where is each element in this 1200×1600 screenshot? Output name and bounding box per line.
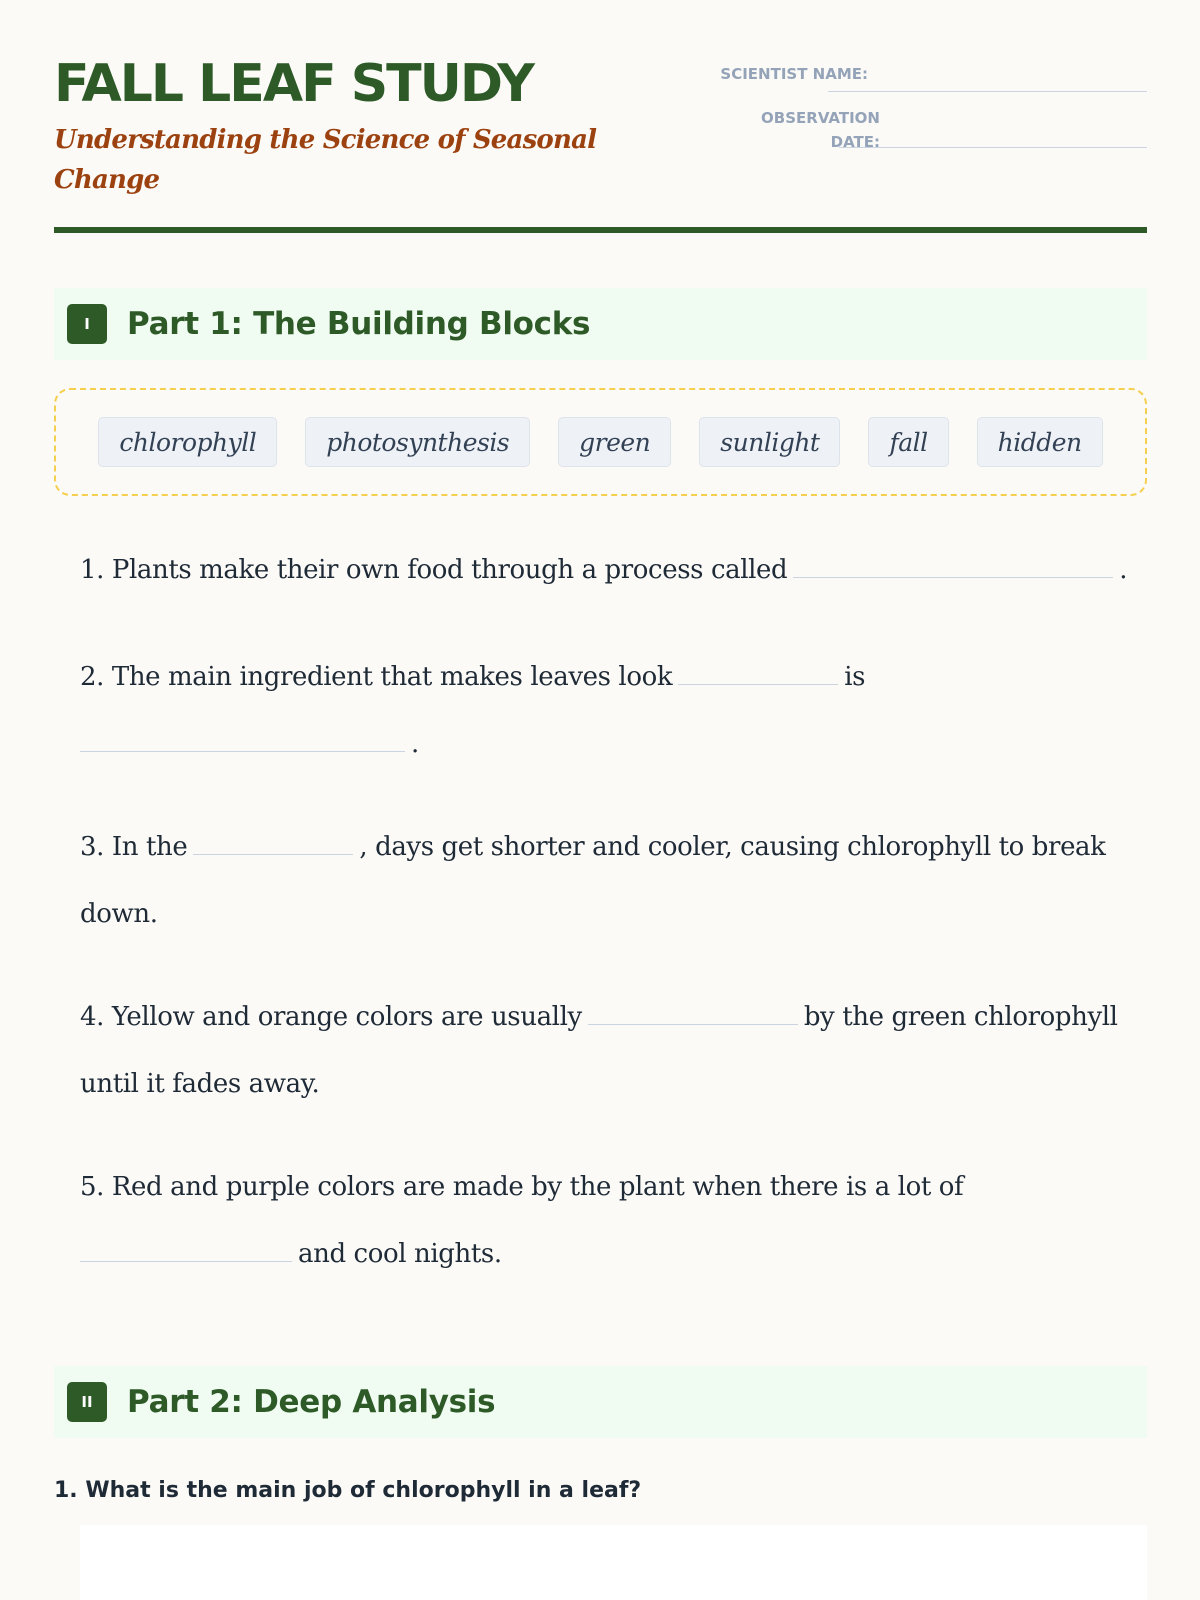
word-chip: fall — [868, 417, 948, 467]
observation-date-field[interactable] — [839, 147, 1147, 148]
scientist-name-field[interactable] — [828, 91, 1147, 92]
part2-title: Part 2: Deep Analysis — [127, 1384, 496, 1420]
worksheet-title: FALL LEAF STUDY — [54, 54, 533, 114]
part1-badge: I — [67, 304, 107, 344]
worksheet — [54, 0, 1147, 1600]
word-chip: sunlight — [699, 417, 840, 467]
word-chip: photosynthesis — [305, 417, 530, 467]
answer-blank[interactable] — [80, 1261, 292, 1262]
answer-blank[interactable] — [793, 577, 1113, 578]
scientist-name-label: SCIENTIST NAME: — [720, 65, 868, 83]
answer-blank[interactable] — [678, 684, 838, 685]
part2-header — [54, 1366, 1147, 1438]
part1-header — [54, 288, 1147, 360]
answer-blank[interactable] — [80, 751, 405, 752]
question-2: 2. The main ingredient that makes leaves look is . — [80, 662, 866, 759]
analysis-question-1: 1. What is the main job of chlorophyll in a leaf? — [54, 1478, 642, 1503]
question-5: 5. Red and purple colors are made by the plant when there is a lot of and cool nights. — [80, 1172, 964, 1269]
part1-title: Part 1: The Building Blocks — [127, 306, 591, 342]
header-divider — [54, 227, 1147, 233]
question-1: 1. Plants make their own food through a process called . — [80, 555, 1128, 585]
word-bank — [54, 388, 1147, 496]
observation-date-label: OBSERVATION DATE: — [761, 109, 880, 151]
question-4: 4. Yellow and orange colors are usually by the green chlorophyll until it fades away. — [80, 1002, 1118, 1099]
question-3: 3. In the , days get shorter and cooler, causing chlorophyll to break down. — [80, 832, 1106, 929]
analysis-answer-box[interactable] — [80, 1525, 1147, 1600]
part2-badge: II — [67, 1382, 107, 1422]
worksheet-subtitle: Understanding the Science of Seasonal Change — [54, 125, 597, 195]
answer-blank[interactable] — [193, 854, 353, 855]
answer-blank[interactable] — [588, 1024, 798, 1025]
word-chip: chlorophyll — [98, 417, 277, 467]
word-chip: hidden — [977, 417, 1103, 467]
word-chip: green — [558, 417, 671, 467]
